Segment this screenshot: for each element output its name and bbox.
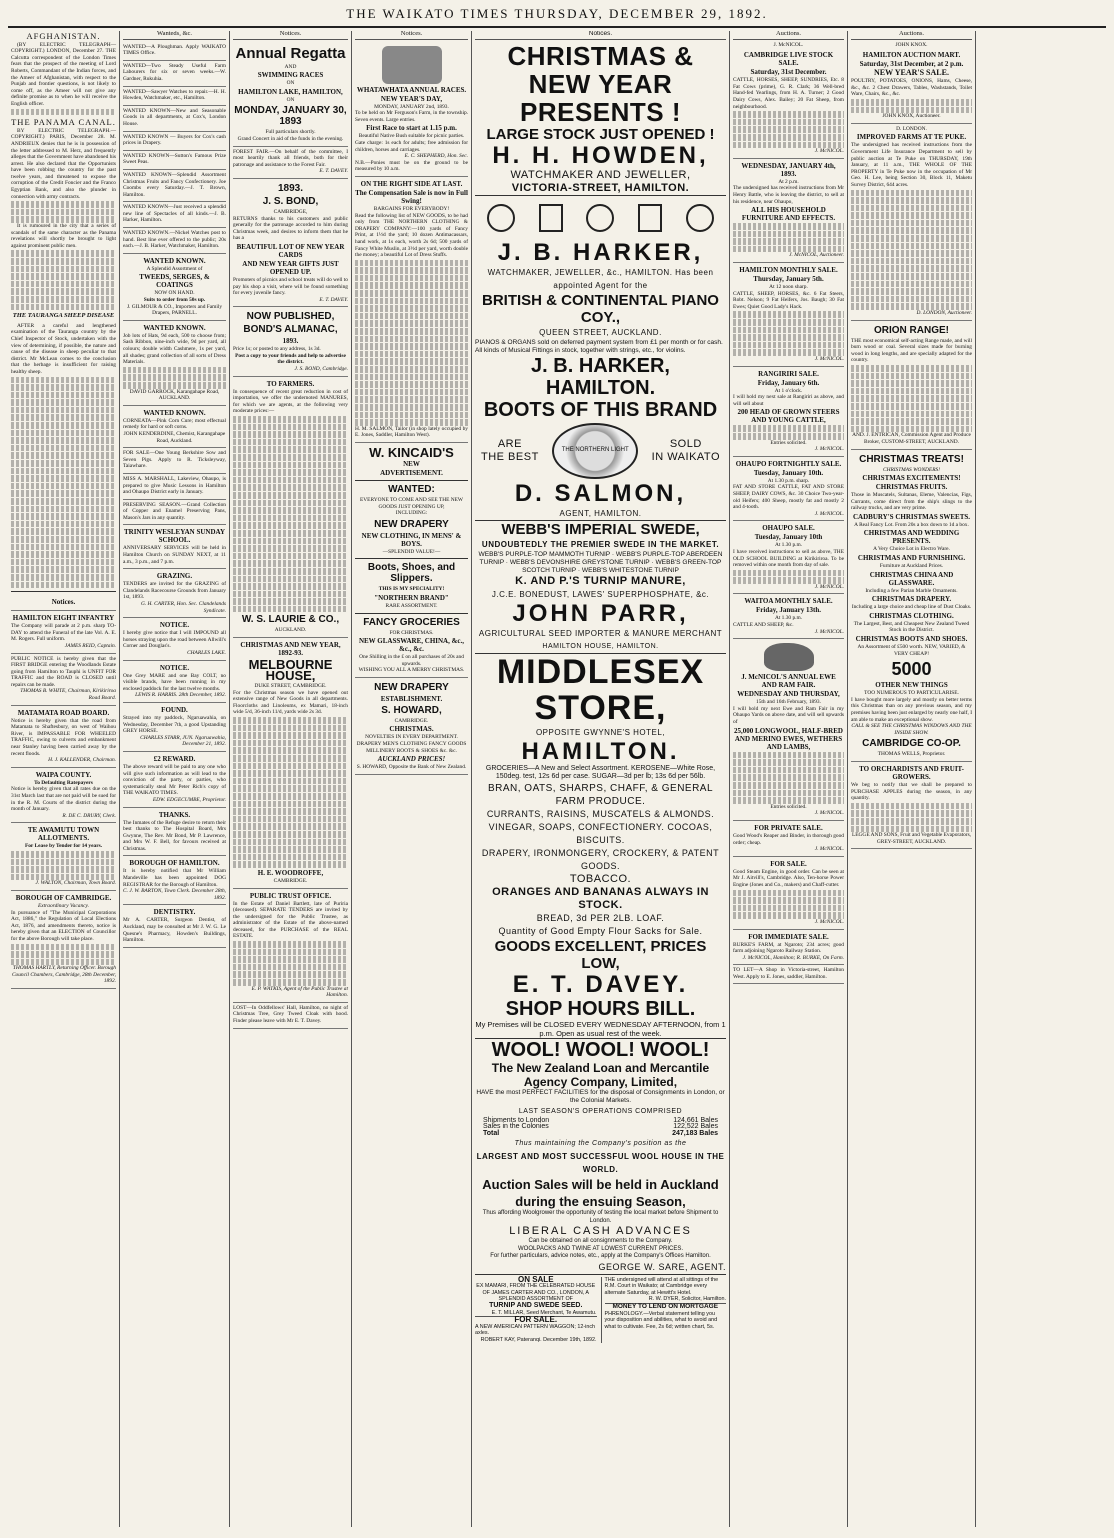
- auction-ad: HAMILTON AUCTION MART. Saturday, 31st December, at 2 p.m. NEW YEAR'S SALE. POULTRY, POTATOES, ONIONS, Hams, Cheese, &c., &c. 2 Chest Drawers, Tables, Washstands, Toilet Ware, Chairs, &c., &c. JOHN KNOX, Auctioneer.: [851, 48, 972, 124]
- wanted-ad: WANTED KNOWN. Job lots of Hats, 9d each, 500 to choose from; Sash Ribbon, nine-inch wide, 9d per yard, all colours; double width Cashmere, 1s per yard, all shades; grand collection of all sorts of Dress Materials. DAVID GARROCK, Karangahape Road, AUCKLAND.: [123, 321, 226, 406]
- orchardists-ad: TO ORCHARDISTS AND FRUIT-GROWERS. We beg to notify that we shall be prepared to PURCHASE APPLES during the season, in any quantity. LEGGE AND SONS, Fruit and Vegetable Evaporators, GREY-STREET, AUCKLAND.: [851, 762, 972, 849]
- wanted-ad: THANKS. The Inmates of the Refuge desire to return their best thanks to The Hospital Board, Mrs Gwynne, The Rev. Mr Bond, Mr P. Lawrence, and Mrs W. F. Bell, for favours received at Christmas.: [123, 808, 226, 857]
- column-heading: Notices.: [475, 31, 726, 40]
- article-text: It is rumoured in the city that a series of scandals of the same character as the Panama revelations will shortly be brought to light against prominent public men.: [11, 223, 116, 249]
- notice: PUBLIC NOTICE is hereby given that the FIRST BRIDGE entering the Woodlands Estate going from Hamilton to Tauphi is UNFIT FOR TRAFFIC and the ROAD is CLOSED until repairs can be made. THOMAS B. WHITE, Chairman, Kirikiriroa Road Board.: [11, 654, 116, 706]
- auction-ad: FOR PRIVATE SALE. Good Wood's Reaper and Binder, in thorough good order; cheap. J. McNICOL.: [733, 821, 844, 857]
- wanted-ad: NOTICE. I hereby give notice that I will IMPOUND all horses straying upon the road between Allwill's Corner and Douglas's. CHARLES LAKE.: [123, 618, 226, 660]
- auction-ad: CAMBRIDGE LIVE STOCK SALE. Saturday, 31st December. CATTLE, HORSES, SHEEP, SUNDRIES, Etc. 8 Fat Cows (prime), G. R. Clark; 36 Well-bred Hand-fed Yearlings, from H. A. Turner; 2 Good Dairy Cows, Alex. Bailey; 20 Fat Sheep, from neighbourhood. J. McNICOL.: [733, 48, 844, 159]
- wanted-ad: GRAZING. TENDERS are invited for the GRAZING of Clandelands Racecourse Grounds from January 1st, 1893. G. H. CARTER, Hon. Sec. Clandelands Syndicate.: [123, 569, 226, 618]
- wanted-ad: WANTED—Two Steady Useful Farm Labourers for six or seven weeks.—W. Gardner, Rukuhia.: [123, 61, 226, 87]
- wanted-ad: MISS A. MARSHALL, Lakeview, Ohaupo, is prepared to give Music Lessons in Hamilton and Ohaupo District early in January.: [123, 474, 226, 500]
- watch-illustrations: [475, 196, 726, 240]
- auction-ad: WEDNESDAY, JANUARY 4th, 1893. At 2 p.m. The undersigned has received instructions from Mr Henry Battle, who is leaving the district, to sell at his residence, near Ohaupo, ALL HIS HOUSEHOLD FURNITURE AND EFFECTS. J. McNICOL, Auctioneer.: [733, 159, 844, 263]
- sheep-illustration: [764, 643, 814, 671]
- headline: THE TAURANGA SHEEP DISEASE: [12, 312, 115, 320]
- regatta-ad: Annual Regatta AND SWIMMING RACES ON HAMILTON LAKE, HAMILTON, ON MONDAY, JANUARY 30, 1893 Full particulars shortly. Grand Concert in aid of the funds in the evening.: [233, 42, 348, 147]
- article-afghanistan: [11, 33, 116, 588]
- column-4: [352, 31, 472, 1527]
- clock-icon: [539, 204, 563, 232]
- notice: WAIPA COUNTY. To Defaulting Ratepayers Notice is hereby given that all rates due on the 31st March last that are not paid will be sued for in the R. M. Courts of the district during the month of January. R. DE C. DRURY, Clerk.: [11, 768, 116, 824]
- wanted-ad: FOR SALE—One Young Berkshire Sow and Seven Pigs. Apply to R. Ticksleyway, Taiawhare.: [123, 448, 226, 474]
- column-2: [120, 31, 230, 1527]
- wanted-ad: WANTED—Sawyer Watches to repair.—H. H. Howden, Watchmaker, etc., Hamilton.: [123, 87, 226, 106]
- column-1: [8, 31, 120, 1527]
- wanted-ad: WANTED KNOWN—Splendid Assortment Christmas Fruits and Fancy Confectionery. Joe Coombs every Saturday.—J. T. Brown, Hamilton.: [123, 170, 226, 202]
- howard-ad: NEW DRAPERY ESTABLISHMENT. S. HOWARD, CAMBRIDGE. CHRISTMAS. NOVELTIES IN EVERY DEPARTMENT. DRAPERY MEN'S CLOTHING FANCY GOODS MILLINERY BOOTS & SHOES &c. &c. AUCKLAND PRICES! S. HOWARD, Opposite the Bank of New Zealand.: [355, 678, 468, 775]
- lost-ad: LOST—In Oddfellows' Hall, Hamilton, no night of Christmas Tree, Grey Tweed Cloak with hood. Finder please leave with Mr E. T. Davey.: [233, 1003, 348, 1029]
- columns: [8, 31, 1106, 1527]
- kincaid-ad: W. KINCAID'S NEW ADVERTISEMENT. WANTED: EVERYONE TO COME AND SEE THE NEW GOODS JUST OPENING UP, INCLUDING: NEW DRAPERY NEW CLOTHING, IN MENS' & BOYS. —SPLENDID VALUE!— Boots, Shoes, and Slippers. THIS IS MY SPECIALITY! "NORTHERN BRAND" RARE ASSORTMENT. FANCY GROCERIES FOR CHRISTMAS. NEW GLASSWARE, CHINA, &c., &c., &c. One Shilling in the £ on all purchases of 20s and upwards. WISHING YOU ALL A MERRY CHRISTMAS.: [355, 443, 468, 678]
- wanted-ad: £2 REWARD. The above reward will be paid to any one who will give such information as will lead to the conviction of the party, or parties, who systematically steal Mr Peter Rich's copy of THE WAIKATO TIMES. EDW. EDGECUMBE, Proprietor.: [123, 752, 226, 808]
- wanted-ad: WANTED—A Ploughman. Apply WAIKATO TIMES Office.: [123, 42, 226, 61]
- wool-row: Shipments to London 124,661 Bales: [483, 1116, 718, 1124]
- clock-icon: [638, 204, 662, 232]
- article-text: (BY ELECTRIC TELEGRAPH—COPYRIGHT.) LONDON, December 27. THE Calcutta correspondent of the London Times fears that the prospect of the meeting of Lord Roberts, Commandant of the Indian forces, and the Ameer of Afghanistan, with respect to the Punjab and frontier questions, is not likely to come off, as the Ameer will not give any definite promise as to when he will receive the English officer.: [11, 41, 116, 107]
- auction-ad: D. LONDON. IMPROVED FARMS AT TE PUKE. The undersigned has received instructions from the Government Life Insurance Department to sell by public auction at Te Puke on THURSDAY, 19th January, at 11 a.m., THE WHOLE OF THE PROPERTY in Te Puke now in the occupation of Mr Geo. H. Lee, being Section 30, Block 11, Maketu Survey District, 644 acres. D. LONDON, Auctioneer.: [851, 124, 972, 321]
- auction-ad: FOR IMMEDIATE SALE. BURKE'S FARM, at Ngaroto; 234 acres; good farm adjoining Ngaroto Railway Station. J. McNICOL, Hamilton; R. BURKE, On Farm.: [733, 930, 844, 966]
- christmas-ad: CHRISTMAS TREATS! CHRISTMAS WONDERS! CHRISTMAS EXCITEMENTS! CHRISTMAS FRUITS. Those in Muscatels, Sultanas, Eleme, Valencias, Figs, Currants, come direct from the ship's slings to the railway trucks, and are very prime. CADBURY'S CHRISTMAS SWEETS. A Real Fancy Lot. From 20s a box down to 1d a box. CHRISTMAS AND WEDDING PRESENTS. A Very Choice Lot in Electro Ware. CHRISTMAS AND FURNISHING. Furniture at Auckland Prices. CHRISTMAS CHINA AND GLASSWARE. Including a few Parian Marble Ornaments. CHRISTMAS DRAPERY. Including a large choice and cheap line of Dust Cloaks. CHRISTMAS CLOTHING. The Largest, Best, and Cheapest New Zealand Tweed Stock in the District. CHRISTMAS BOOTS AND SHOES. An Assortment of £500 worth. NEW, VARIED, & VERY CHEAP! 5000 OTHER NEW THINGS TOO NUMEROUS TO PARTICULARISE. I have bought more largely and mostly on better terms this Christmas than on any previous season, and my premises having been just enlarged by nearly one half, I am able to make an exceptional show. CALL & SEE THE CHRISTMAS WINDOWS AND THE INSIDE SHOW. CAMBRIDGE CO-OP. THOMAS WELLS, Proprietor.: [851, 450, 972, 762]
- horse-illustration: [382, 46, 442, 84]
- notice: FOREST FAIR.—On behalf of the committee, I most heartily thank all friends, both for their patronage and assistance to the Forest Fair. E. T. DAVEY.: [233, 147, 348, 179]
- notice: MATAMATA ROAD BOARD. Notice is hereby given that the road from Matamata to Shaftesbury, on west of Waihou River, is IMPASSABLE FOR WHEELED TRAFFIC, owing to culverts and embankment near Stanley having been carried away by the recent floods. H. J. KALLENDER, Chairman.: [11, 706, 116, 768]
- notice: TE AWAMUTU TOWN ALLOTMENTS. For Lease by Tender for 14 years. J. WALTON, Chairman, Town Board.: [11, 823, 116, 891]
- auction-ad: FOR SALE. Good Steam Engine, in good order. Can be seen at Mr J. Aitvill's, Cambridge. Also, Ten-horse Power Engine (Jones and Co., makers) and Chaff-cutter. J. McNICOL.: [733, 857, 844, 930]
- column-7: Auctions. JOHN KNOX. HAMILTON AUCTION MART. Saturday, 31st December, at 2 p.m. NEW YEAR'S SALE. POULTRY, POTATOES, ONIONS, Hams, Cheese, &c., &c. 2 Chest Drawers, Tables, Washstands, Toilet Ware, Chairs, &c., &c. JOHN KNOX, Auctioneer. D. LONDON. IMPROVED FARMS AT TE PUKE. The undersigned has received instructions from the Government Life Insurance Department to sell by public auction at Te Puke on THURSDAY, 19th January, at 11 a.m., THE WHOLE OF THE PROPERTY in Te Puke now in the occupation of Mr Geo. H. Lee, being Section 30, Block 11, Maketu Survey District, 644 acres. D. LONDON, Auctioneer. ORION RANGE! THE most economical self-acting Range made, and will burn wood or coal. Several sizes made for burning wood in long lengths, and are specially adapted for the country. AND. J. ENTRICAN, Commission Agent and Produce Broker, CUSTOM-STREET, AUCKLAND. CHRISTMAS TREATS! CHRISTMAS WONDERS! CHRISTMAS EXCITEMENTS! CHRISTMAS FRUITS. Those in Muscatels, Sultanas, Eleme, Valencias, Figs, Currants, come direct from the ship's slings to the railway trucks, and are very prime. CADBURY'S CHRISTMAS SWEETS. A Real Fancy Lot. From 20s a box down to 1d a box. CHRISTMAS AND WEDDING PRESENTS. A Very Choice Lot in Electro Ware. CHRISTMAS AND FURNISHING. Furniture at Auckland Prices. CHRISTMAS CHINA AND GLASSWARE. Including a few Parian Marble Ornaments. CHRISTMAS DRAPERY. Including a large choice and cheap line of Dust Cloaks. CHRISTMAS CLOTHING. The Largest, Best, and Cheapest New Zealand Tweed Stock in the District. CHRISTMAS BOOTS AND SHOES. An Assortment of £500 worth. NEW, VARIED, & VERY CHEAP! 5000 OTHER NEW THINGS TOO NUMEROUS TO PARTICULARISE. I have bought more largely and mostly on better terms this Christmas than on any previous season, and my premises having been just enlarged by nearly one half, I am able to make an exceptional show. CALL & SEE THE CHRISTMAS WINDOWS AND THE INSIDE SHOW. CAMBRIDGE CO-OP. THOMAS WELLS, Proprietor. TO ORCHARDISTS AND FRUIT-GROWERS. We beg to notify that we shall be prepared to PURCHASE APPLES during the season, in any quantity. LEGGE AND SONS, Fruit and Vegetable Evaporators, GREY-STREET, AUCKLAND.: [848, 31, 976, 1527]
- notice-heading: Notices.: [11, 595, 116, 611]
- wool-row: Sales in the Colonies 122,522 Bales: [483, 1123, 718, 1131]
- notice: BOROUGH OF CAMBRIDGE. Extraordinary Vacancy. In pursuance of "The Municipal Corporations Act, 1886," the Regulation of Local Elections Act, 1876, and amendments thereto, notice is hereby given that an ELECTION of Councillor for the above Borough will take place. THOMAS HARTLY, Returning Officer. Borough Council Chambers, Cambridge, 28th December, 1892.: [11, 891, 116, 989]
- auction-ad: RANGIRIRI SALE. Friday, January 6th. At 1 o'clock. I will hold my next sale at Rangiriri as above, and will sell about 200 HEAD OF GROWN STEERS AND YOUNG CATTLE, Entries solicited. J. McNICOL.: [733, 367, 844, 457]
- column-heading: Wanteds, &c.: [123, 31, 226, 40]
- bond-ad: 1893. J. S. BOND, CAMBRIDGE, RETURNS thanks to his customers and public generally for the patronage accorded to him during Christmas week, and desires to inform them that he has a BEAUTIFUL LOT OF NEW YEAR CARDS AND NEW YEAR GIFTS JUST OPENED UP. Promoters of picnics and school treats will do well to pay his shop a visit, where will be found something for every juvenile fancy. E. T. DAVEY.: [233, 179, 348, 307]
- races-ad: WHATAWHATA ANNUAL RACES. NEW YEAR'S DAY, MONDAY, JANUARY 2nd, 1893. To be held on Mr Ferguson's Farm, in the township. Seven events. Large entries. First Race to start at 1.15 p.m. Beautiful Native Bush suitable for picnic parties. Gate charge: 1s each for adults; free admission for children, horses and carriages. E. C. SHEPHERD, Hon. Sec. N.B.—Ponies must be on the ground to be measured by 10 a.m.: [355, 42, 468, 177]
- column-3: [230, 31, 352, 1527]
- wanted-ad: PRESERVING SEASON.—Grand Collection of Copper and Enamel Preserving Pans, Mason's Jars in any quantity.: [123, 500, 226, 526]
- wanted-ad: NOTICE. One Grey MARE and one Bay COLT, no visible brands, have been running in my enclosed paddock for the last twelve months. LEWIS R. HARRIS. 28th December, 1892.: [123, 661, 226, 703]
- headline: THE PANAMA CANAL.: [11, 117, 116, 128]
- bottom-ads: ON SALE EX MAMARI, FROM THE CELEBRATED HOUSE OF JAMES CARTER AND CO., LONDON, A SPLENDID ASSORTMENT OF TURNIP AND SWEDE SEED. E. T. MILLAR, Seed Merchant, Te Awamutu. FOR SALE. A NEW AMERICAN PATTERN WAGGON; 12-inch axles. ROBERT KAY, Pateranqi. December 19th, 1892. THE undersigned will attend at all sittings of the R.M. Court in Waikato; at Cambridge every alternate Saturday, at Hewitt's Hotel. R. W. DYER, Solicitor, Hamilton. MONEY TO LEND ON MORTGAGE PHRENOLOGY.—Verbal statement telling you your disposition and abilities, what to avoid and what to cultivate. Fee, 2s 6d; written chart, 5s.: [475, 1274, 726, 1343]
- wanted-ad: WANTED KNOWN—Sutton's Famous Prize Sweet Peas.: [123, 151, 226, 170]
- wanted-ad: WANTED KNOWN. A Splendid Assortment of TWEEDS, SERGES, & COATINGS NOW ON HAND. Suits to order from 50s up. J. GILMOUR & CO., Importers and Family Drapers, PARNELL.: [123, 254, 226, 321]
- column-5: Notices. CHRISTMAS & NEW YEAR PRESENTS ! LARGE STOCK JUST OPENED ! H. H. HOWDEN, WATCHMAKER AND JEWELLER, VICTORIA-STREET, HAMILTON. J. B. HARKER, WATCHMAKER, JEWELLER, &c., HAMILTON. Has been appointed Agent for the BRITISH & CONTINENTAL PIANO COY., QUEEN STREET, AUCKLAND. PIANOS & ORGANS sold on deferred payment system from £1 per month or for cash. All kinds of Musical Fittings in stock, together with strings, etc., for violins. J. B. HARKER, HAMILTON. BOOTS OF THIS BRAND ARE THE BEST THE NORTHERN LIGHT SOLD IN WAIKATO D. SALMON, AGENT, HAMILTON. WEBB'S IMPERIAL SWEDE, UNDOUBTEDLY THE PREMIER SWEDE IN THE MARKET. WEBB'S PURPLE-TOP MAMMOTH TURNIP · WEBB'S PURPLE-TOP ABERDEEN TURNIP · WEBB'S DEVONSHIRE GREYSTONE TURNIP · WEBB'S GREEN-TOP SCOTCH TURNIP · WEBB'S WHITESTONE TURNIP K. AND P.'S TURNIP MANURE, J.C.E. BONEDUST, LAWES' SUPERPHOSPHATE, &c. JOHN PARR, AGRICULTURAL SEED IMPORTER & MANURE MERCHANT HAMILTON HOUSE, HAMILTON. MIDDLESEX STORE, OPPOSITE GWYNNE'S HOTEL, HAMILTON. GROCERIES—A New and Select Assortment. KEROSENE—White Rose, 150deg. test, 12s 6d per case. SUGAR—3d per lb; 13s 6d per 56lb. BRAN, OATS, SHARPS, CHAFF, & GENERAL FARM PRODUCE. CURRANTS, RAISINS, MUSCATELS & ALMONDS. VINEGAR, SOAPS, CONFECTIONERY. COCOAS, BISCUITS. DRAPERY, IRONMONGERY, CROCKERY, & PATENT GOODS. TOBACCO. ORANGES AND BANANAS ALWAYS IN STOCK. BREAD, 3d PER 2LB. LOAF. Quantity of Good Empty Flour Sacks for Sale. GOODS EXCELLENT, PRICES LOW, E. T. DAVEY. SHOP HOURS BILL. My Premises will be CLOSED EVERY WEDNESDAY AFTERNOON, from 1 p.m. Open as usual rest of the week. WOOL! WOOL! WOOL! The New Zealand Loan and Mercantile Agency Company, Limited, HAVE the most PERFECT FACILITIES for the disposal of Consignments in London, or the Colonial Markets. LAST SEASON'S OPERATIONS COMPRISED Shipments to London 124,661 Bales Sales in the Colonies 122,522 Bales Total 247,183 Bales Thus maintaining the Company's position as the LARGEST AND MOST SUCCESSFUL WOOL HOUSE IN THE WORLD. Auction Sales will be held in Auckland during the ensuing Season, Thus affording Woolgrower the opportunity of testing the local market before Shipment to London. LIBERAL CASH ADVANCES Can be obtained on all consignments to the Company. WOOLPACKS AND TWINE AT LOWEST CURRENT PRICES. For further particulars, advice notes, etc., apply at the Company's Offices Hamilton. GEORGE W. SARE, AGENT. ON SALE EX MAMARI, FROM THE CELEBRATED HOUSE OF JAMES CARTER AND CO., LONDON, A SPLENDID ASSORTMENT OF TURNIP AND SWEDE SEED. E. T. MILLAR, Seed Merchant, Te Awamutu. FOR SALE. A NEW AMERICAN PATTERN WAGGON; 12-inch axles. ROBERT KAY, Pateranqi. December 19th, 1892. THE undersigned will attend at all sittings of the R.M. Court in Waikato; at Cambridge every alternate Saturday, at Hewitt's Hotel. R. W. DYER, Solicitor, Hamilton. MONEY TO LEND ON MORTGAGE PHRENOLOGY.—Verbal statement telling you your disposition and abilities, what to avoid and what to cultivate. Fee, 2s 6d; written chart, 5s.: [472, 31, 730, 1527]
- notice: HAMILTON EIGHT INFANTRY The Company will parade at 2 p.m. sharp TO-DAY to attend the Funeral of the late Vol. A. E. M. Rogers. Full uniform. JAMES REID, Captain.: [11, 611, 116, 653]
- column-heading: Auctions.: [733, 31, 844, 40]
- watch-icon: [487, 204, 515, 232]
- wanted-ad: WANTED KNOWN—Just received a splendid new line of Spectacles of all kinds.—J. B. Harker, Hamilton.: [123, 202, 226, 228]
- masthead: THE WAIKATO TIMES THURSDAY, DECEMBER 29, 1892.: [8, 6, 1106, 28]
- melbourne-house-ad: CHRISTMAS AND NEW YEAR, 1892-93. MELBOURNE HOUSE, DUKE STREET, CAMBRIDGE. For the Christmas season we have opened out extensive range of New Goods in all departments. Floorcloths and Linoleums, ex Mamari, 18-inch wide 5/d, 36-inch 11/d, yards wide 2s 3d. H. E. WOODROFFE, CAMBRIDGE.: [233, 638, 348, 888]
- article-text: BY ELECTRIC TELEGRAPH.—COPYRIGHT.) PARIS, December 28. M. ANDRIEUX denies that he is in possession of the letter addressed to M. Herz, and frequently alleges that the Government have abandoned his arrest. He also declared that the Opportunists have been robbing the country for the past twelve years, and threatened to expose the corruption of the Credit Foncier and the Franco Egyptian Bank, and also the plunder in connection with army contracts.: [11, 127, 116, 200]
- public-trust-ad: PUBLIC TRUST OFFICE. In the Estate of Daniel Bartlett, late of Puriria (deceased). SEPARATE TENDERS are invited by the undersigned for the Public Trustee, as administrator of the Estate of the above-named deceased, for the PURCHASE of the REAL ESTATE. E. P. WATKIS, Agent of the Public Trustee at Hamilton.: [233, 889, 348, 1003]
- wanted-ad: BOROUGH OF HAMILTON. It is hereby notified that Mr William Mandeville has been appointed DOG REGISTRAR for the Borough of Hamilton. C. J. W. BARTON, Town Clerk. December 28th, 1892.: [123, 856, 226, 905]
- column-heading: Notices.: [355, 31, 468, 40]
- column-heading: Auctions.: [851, 31, 972, 40]
- wool-row: Total 247,183 Bales: [483, 1129, 718, 1137]
- orion-range-ad: ORION RANGE! THE most economical self-acting Range made, and will burn wood or coal. Several sizes made for burning wood in long lengths, and are specially adapted for the country. AND. J. ENTRICAN, Commission Agent and Produce Broker, CUSTOM-STREET, AUCKLAND.: [851, 321, 972, 450]
- auction-ad: HAMILTON MONTHLY SALE. Thursday, January 5th. At 12 noon sharp. CATTLE, SHEEP, HORSES, &c. 6 Fat Steers, Robt. Nelson; 9 Fat Heifers, Jos. Baugh; 30 Fat Ewes; Quiet Good Lady's Hack. J. McNICOL.: [733, 263, 844, 367]
- ram-fair-ad: J. McNICOL'S ANNUAL EWE AND RAM FAIR. WEDNESDAY AND THURSDAY, 15th and 16th February, 1893. I will hold my next Ewe and Ram Fair in my Ohaupo Yards on above date, and will sell upwards of 25,000 LONGWOOL, HALF-BRED AND MERINO EWES, WETHERS AND LAMBS, Entries solicited. J. McNICOL.: [733, 639, 844, 821]
- watch-icon: [686, 204, 714, 232]
- almanac-ad: NOW PUBLISHED, BOND'S ALMANAC, 1893. Price 1s; or posted to any address, 1s 3d. Post a copy to your friends and help to advertise the district. J. S. BOND, Cambridge.: [233, 307, 348, 376]
- column-6: Auctions. J. McNICOL. CAMBRIDGE LIVE STOCK SALE. Saturday, 31st December. CATTLE, HORSES, SHEEP, SUNDRIES, Etc. 8 Fat Cows (prime), G. R. Clark; 36 Well-bred Hand-fed Yearlings, from H. A. Turner; 2 Good Dairy Cows, Alex. Bailey; 20 Fat Sheep, from neighbourhood. J. McNICOL. WEDNESDAY, JANUARY 4th, 1893. At 2 p.m. The undersigned has received instructions from Mr Henry Battle, who is leaving the district, to sell at his residence, near Ohaupo, ALL HIS HOUSEHOLD FURNITURE AND EFFECTS. J. McNICOL, Auctioneer. HAMILTON MONTHLY SALE. Thursday, January 5th. At 12 noon sharp. CATTLE, SHEEP, HORSES, &c. 6 Fat Steers, Robt. Nelson; 9 Fat Heifers, Jos. Baugh; 30 Fat Ewes; Quiet Good Lady's Hack. J. McNICOL. RANGIRIRI SALE. Friday, January 6th. At 1 o'clock. I will hold my next sale at Rangiriri as above, and will sell about 200 HEAD OF GROWN STEERS AND YOUNG CATTLE, Entries solicited. J. McNICOL. OHAUPO FORTNIGHTLY SALE. Tuesday, January 10th. At 1.30 p.m. sharp. FAT AND STORE CATTLE, FAT AND STORE SHEEP, DAIRY COWS, &c. 30 Choice Two-year-old Heifers; 400 Sheep, mostly fat and mostly 2 and 4-tooth. J. McNICOL. OHAUPO SALE. Tuesday, January 10th At 1.30 p.m. I have received instructions to sell as above, THE OLD SCHOOL BUILDING at Kirikiriroa. To be removed within one month from day of sale. J. McNICOL. WAITOA MONTHLY SALE. Friday, January 13th. At 1.30 p.m. CATTLE AND SHEEP, &c. J. McNICOL. J. McNICOL'S ANNUAL EWE AND RAM FAIR. WEDNESDAY AND THURSDAY, 15th and 16th February, 1893. I will hold my next Ewe and Ram Fair in my Ohaupo Yards on above date, and will sell upwards of 25,000 LONGWOOL, HALF-BRED AND MERINO EWES, WETHERS AND LAMBS, Entries solicited. J. McNICOL. FOR PRIVATE SALE. Good Wood's Reaper and Binder, in thorough good order; cheap. J. McNICOL. FOR SALE. Good Steam Engine, in good order. Can be seen at Mr J. Aitvill's, Cambridge. Also, Ten-horse Power Engine (Jones and Co., makers) and Chaff-cutter. J. McNICOL. FOR IMMEDIATE SALE. BURKE'S FARM, at Ngaroto; 234 acres; good farm adjoining Ngaroto Railway Station. J. McNICOL, Hamilton; R. BURKE, On Farm. TO LET—A Shop in Victoria-street, Hamilton West. Apply to E. Jones, saddler, Hamilton.: [730, 31, 848, 1527]
- farmers-ad: TO FARMERS. In consequence of recent great reduction in cost of importation, we offer the undernoted MANURES, for which we are agents, at the following very moderate prices:— W. S. LAURIE & CO., AUCKLAND.: [233, 377, 348, 638]
- wanted-ad: WANTED KNOWN — Buyers for Cox's cash prices in Drapery.: [123, 132, 226, 151]
- to-let-ad: TO LET—A Shop in Victoria-street, Hamilton West. Apply to E. Jones, saddler, Hamilton.: [733, 965, 844, 984]
- auction-ad: OHAUPO SALE. Tuesday, January 10th At 1.30 p.m. I have received instructions to sell as above, THE OLD SCHOOL BUILDING at Kirikiriroa. To be removed within one month from day of sale. J. McNICOL.: [733, 521, 844, 594]
- northern-light-logo: THE NORTHERN LIGHT: [552, 423, 638, 479]
- compensation-sale-ad: ON THE RIGHT SIDE AT LAST. The Compensation Sale is now in Full Swing! BARGAINS FOR EVERYBODY! Read the following list of NEW GOODS, to be had only from THE NORTHERN CLOTHING & DRAPERY COMPANY:—100 yards of Fancy Print, at 1½d the yard; 10 dozen Antimacassars, hand work, at 1s each, worth 2s 6d; 500 yards of Fancy White Muslin, at 3½d per yard, worth double the money; a beautiful Lot of Dress Stuffs. H. M. SALMON, Tailor (in shop lately occupied by E. Jones, Saddler, Hamilton West).: [355, 177, 468, 443]
- wanted-ad: WANTED KNOWN.—Nickel Watches post to hand. Best line ever offered to the public; 20s each.—J. B. Harker, Watchmaker, Hamilton.: [123, 228, 226, 254]
- auction-ad: OHAUPO FORTNIGHTLY SALE. Tuesday, January 10th. At 1.30 p.m. sharp. FAT AND STORE CATTLE, FAT AND STORE SHEEP, DAIRY COWS, &c. 30 Choice Two-year-old Heifers; 400 Sheep, mostly fat and mostly 2 and 4-tooth. J. McNICOL.: [733, 457, 844, 522]
- boots-brand: ARE THE BEST THE NORTHERN LIGHT SOLD IN WAIKATO: [475, 421, 726, 481]
- watch-icon: [586, 204, 614, 232]
- wanted-ad: WANTED KNOWN—New and Seasonable Goods in all departments, at Cox's, London House.: [123, 106, 226, 132]
- howden-headline: CHRISTMAS & NEW YEAR PRESENTS !: [507, 40, 694, 127]
- wanted-ad: TRINITY WESLEYAN SUNDAY SCHOOL. ANNIVERSARY SERVICES will be held in Hamilton Church on SUNDAY NEXT, at 11 a.m., 3 p.m., and 7 p.m.: [123, 525, 226, 569]
- article-text: AFTER a careful and lengthened examination of the Tauranga country by the Chief Inspector of Stock, undertaken with the view of determining, if possible, the nature and cause of the disease in sheep peculiar to that district. Mr McLean comes to the conclusion that the herbage is insufficient for raising healthy sheep.: [11, 322, 116, 375]
- auction-ad: WAITOA MONTHLY SALE. Friday, January 13th. At 1.30 p.m. CATTLE AND SHEEP, &c. J. McNICOL.: [733, 594, 844, 639]
- wanted-ad: WANTED KNOWN. CORNEATA—Pink Corn Cure; most effectual remedy for hard or soft corns. JOHN KENDERDINE, Chemist, Karangahape Road, Auckland.: [123, 406, 226, 448]
- headline: AFGHANISTAN.: [26, 31, 101, 41]
- wanted-ad: DENTISTRY. Mr A. CARTER, Surgeon Dentist, of Auckland, may be consulted at Mr J. W. G. Le Quesne's Pharmacy, Howden's Buildings, Hamilton.: [123, 905, 226, 947]
- wanted-ad: FOUND. Strayed into my paddock, Ngaruawahia, on Wednesday, December 7th, a good Upstanding GREY HORSE. CHARLES STARR, JUN. Ngaruawahia, December 21, 1892.: [123, 703, 226, 752]
- column-heading: Notices.: [233, 31, 348, 40]
